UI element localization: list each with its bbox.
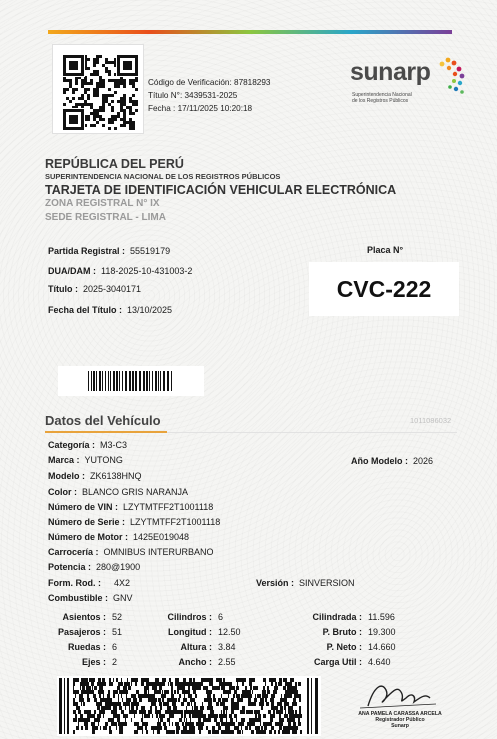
pasajeros-row: Pasajeros : 51	[57, 627, 123, 637]
version-row: Versión : SINVERSION	[256, 578, 355, 588]
altura-row: Altura : 3.84	[180, 642, 236, 652]
pneto-row: P. Neto : 14.660	[326, 642, 396, 652]
modelo-row: Modelo : ZK6138HNQ	[48, 471, 142, 481]
section-title: Datos del Vehículo	[45, 413, 161, 428]
color-row: Color : BLANCO GRIS NARANJA	[48, 487, 189, 497]
ruedas-row: Ruedas : 6	[67, 642, 118, 652]
republic-heading: REPÚBLICA DEL PERÚ	[45, 157, 184, 171]
issue-date: Fecha : 17/11/2025 10:20:18	[148, 104, 253, 113]
partida-row: Partida Registral : 55519179	[48, 246, 171, 256]
signer-role: Registrador Público	[375, 717, 425, 724]
cilindros-row: Cilindros : 6	[167, 612, 224, 622]
verification-code: Código de Verificación: 87818293	[148, 78, 271, 87]
cilindrada-row: Cilindrada : 11.596	[312, 612, 395, 622]
signer-block	[340, 711, 460, 730]
pbruto-row: P. Bruto : 19.300	[322, 627, 396, 637]
anio-row: Año Modelo : 2026	[351, 456, 434, 466]
logo-word: sunarp	[350, 58, 431, 86]
marca-row: Marca : YUTONG	[48, 455, 123, 465]
small-barcode	[58, 366, 204, 396]
fecha-titulo-row: Fecha del Título : 13/10/2025	[48, 305, 173, 315]
dua-row: DUA/DAM : 118-2025-10-431003-2	[48, 266, 193, 276]
section-divider	[167, 432, 457, 433]
longitud-row: Longitud : 12.50	[168, 627, 241, 637]
potencia-row: Potencia : 280@1900	[48, 562, 141, 572]
plate-label: Placa N°	[367, 245, 404, 255]
signer-org: Sunarp	[391, 723, 409, 730]
ghost-number: 1011086032	[410, 416, 452, 425]
formrod-row: Form. Rod. : 4X2	[48, 578, 131, 588]
combustible-row: Combustible : GNV	[48, 593, 133, 603]
zona-registral: ZONA REGISTRAL N° IX	[45, 198, 160, 209]
carga-row: Carga Util : 4.640	[313, 657, 391, 667]
categoria-row: Categoría : M3-C3	[48, 440, 128, 450]
signer-name: ANA PAMELA CARASSA ARCELA	[358, 711, 442, 717]
logo-dots-icon	[440, 58, 465, 94]
titulo-row: Título : 2025-3040171	[48, 284, 142, 294]
sede-registral: SEDE REGISTRAL - LIMA	[45, 212, 166, 223]
asientos-row: Asientos : 52	[62, 612, 123, 622]
carroceria-row: Carrocería : OMNIBUS INTERURBANO	[48, 547, 214, 557]
verification-block	[148, 76, 270, 115]
agency-heading: SUPERINTENDENCIA NACIONAL DE LOS REGISTROS PÚBLICOS	[45, 172, 281, 181]
color-bar	[48, 30, 452, 34]
pdf417-barcode	[57, 676, 321, 736]
serie-row: Número de Serie : LZYTMTFF2T1001118	[48, 517, 221, 527]
ancho-row: Ancho : 2.55	[178, 657, 236, 667]
sunarp-logo	[350, 52, 470, 114]
motor-row: Número de Motor : 1425E019048	[48, 532, 190, 542]
logo-subtitle: Superintendencia Nacional de los Registros Públicos	[352, 92, 412, 104]
document-title: TARJETA DE IDENTIFICACIÓN VEHICULAR ELECTRÓNICA	[45, 183, 397, 197]
qr-code	[52, 44, 144, 134]
plate-number: CVC-222	[309, 262, 459, 316]
title-number: Título N°: 3439531-2025	[148, 91, 238, 100]
vin-row: Número de VIN : LZYTMTFF2T1001118	[48, 502, 214, 512]
ejes-row: Ejes : 2	[81, 657, 118, 667]
section-underline	[45, 431, 167, 433]
